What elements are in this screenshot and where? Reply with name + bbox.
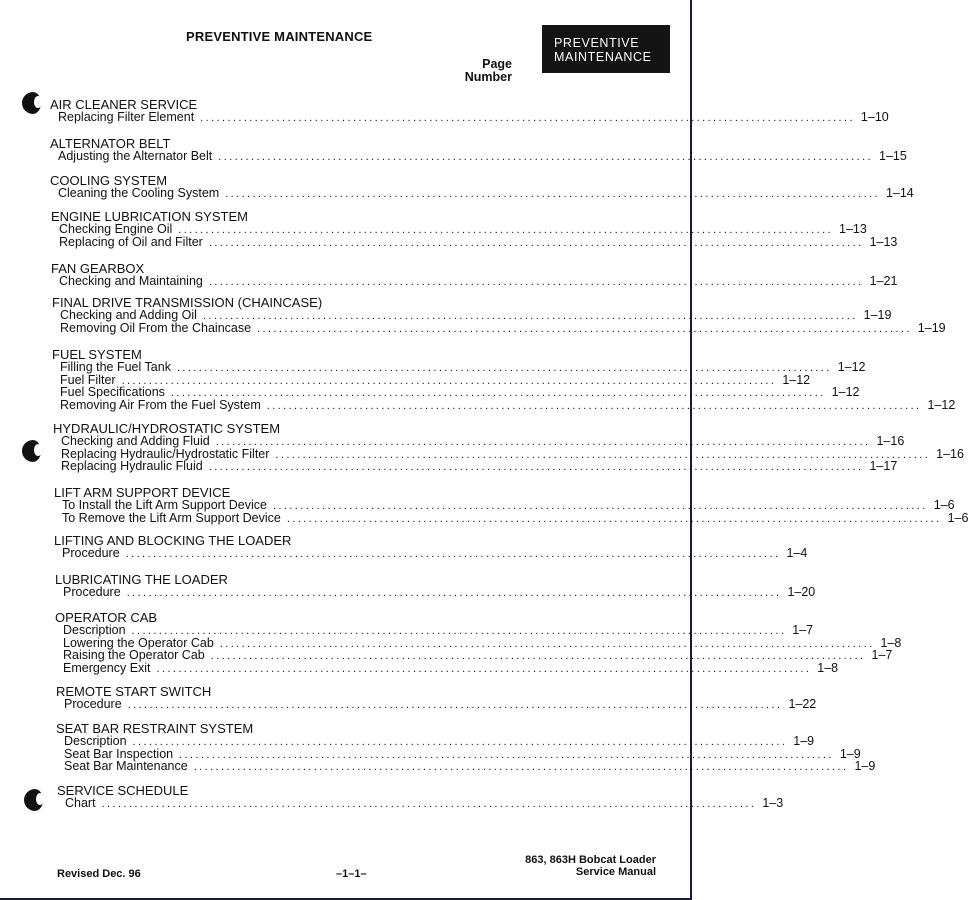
- dot-leader: ........................................................................................................................: [210, 650, 866, 662]
- toc-section: [56, 684, 817, 711]
- toc-entry-text: Filling the Fuel Tank: [60, 360, 171, 374]
- toc-section-title: REMOTE START SWITCH: [56, 684, 212, 699]
- toc-entry-text: Checking and Maintaining: [59, 274, 203, 288]
- toc-entry: [59, 274, 898, 288]
- toc-section: [51, 261, 898, 288]
- toc-entry-page: 1–16: [936, 446, 964, 461]
- toc-entry-page: 1–9: [854, 759, 876, 773]
- toc-section: [54, 485, 968, 525]
- toc-section: [53, 421, 964, 473]
- toc-section-title: FAN GEARBOX: [51, 261, 145, 276]
- dot-leader: ........................................................................................................................: [131, 625, 787, 637]
- toc-entry-page: 1–6: [947, 510, 968, 525]
- toc-entry: [63, 648, 893, 662]
- toc-entry-text: Description: [64, 734, 127, 748]
- toc-section-title: COOLING SYSTEM: [50, 173, 168, 188]
- toc-entry-text: Raising the Operator Cab: [63, 648, 205, 662]
- dot-leader: ........................................................................................................................: [215, 436, 871, 448]
- toc-entry: [58, 149, 907, 163]
- dot-leader: ........................................................................................................................: [286, 512, 942, 525]
- dot-leader: ........................................................................................................................: [178, 224, 834, 236]
- dot-leader: ........................................................................................................................: [208, 461, 864, 473]
- toc-entry: [63, 623, 814, 637]
- toc-section: [55, 610, 902, 675]
- toc-entry-text: Adjusting the Alternator Belt: [58, 149, 213, 163]
- toc-entry: [64, 759, 876, 773]
- dot-leader: ........................................................................................................................: [179, 748, 834, 761]
- toc-entry-page: 1–22: [788, 697, 817, 711]
- page-column-label: Page: [482, 57, 512, 71]
- toc-section: [51, 209, 898, 249]
- toc-entry-text: Procedure: [62, 546, 120, 560]
- toc-entry-page: 1–4: [786, 546, 808, 560]
- dot-leader: ........................................................................................................................: [127, 699, 783, 711]
- toc-section-title: LUBRICATING THE LOADER: [55, 572, 228, 587]
- toc-entry-page: 1–14: [885, 186, 914, 200]
- dot-leader: ........................................................................................................................: [257, 322, 912, 335]
- toc-entry-text: Fuel Filter: [60, 372, 116, 387]
- toc-entry: [60, 385, 860, 399]
- toc-section-title: HYDRAULIC/HYDROSTATIC SYSTEM: [53, 421, 281, 436]
- toc-entry-text: Replacing Filter Element: [58, 110, 195, 124]
- toc-section: [57, 783, 784, 810]
- toc-entry-text: Checking and Adding Fluid: [61, 434, 210, 448]
- toc-entry-text: Emergency Exit: [63, 660, 151, 675]
- dot-leader: ........................................................................................................................: [176, 362, 832, 374]
- toc-entry: [62, 498, 955, 512]
- page-title: PREVENTIVE MAINTENANCE: [186, 29, 373, 44]
- toc-entry-page: 1–10: [860, 110, 889, 124]
- page-number: –1–1–: [336, 868, 367, 880]
- section-tab-line2: MAINTENANCE: [554, 50, 652, 64]
- toc-section-title: ENGINE LUBRICATION SYSTEM: [51, 209, 248, 224]
- dot-leader: ........................................................................................................................: [219, 637, 875, 650]
- toc-entry: [62, 510, 968, 525]
- toc-entry-page: 1–20: [787, 585, 816, 599]
- dot-leader: ........................................................................................................................: [272, 500, 928, 512]
- toc-entry-text: Description: [63, 623, 126, 637]
- toc-entry-page: 1–7: [871, 648, 893, 662]
- dot-leader: ........................................................................................................................: [126, 587, 782, 599]
- toc-entry-text: Removing Oil From the Chaincase: [60, 320, 252, 335]
- toc-entry-page: 1–12: [927, 397, 956, 412]
- toc-entry: [61, 434, 905, 448]
- dot-leader: ........................................................................................................................: [121, 374, 777, 387]
- toc-section-title: AIR CLEANER SERVICE: [50, 97, 198, 112]
- toc-entry-text: Procedure: [63, 585, 121, 599]
- dot-leader: ........................................................................................................................: [170, 387, 826, 399]
- toc-entry-page: 1–9: [839, 746, 861, 761]
- dot-leader: ........................................................................................................................: [208, 276, 864, 288]
- toc-entry-page: 1–13: [869, 234, 898, 249]
- toc-section: [50, 97, 889, 124]
- toc-entry-page: 1–8: [880, 635, 902, 650]
- toc-entry-text: Chart: [65, 796, 96, 810]
- toc-entry-page: 1–3: [762, 796, 784, 810]
- dot-leader: ........................................................................................................................: [132, 736, 788, 748]
- toc-section: [55, 572, 816, 599]
- toc-section-title: SERVICE SCHEDULE: [57, 783, 189, 798]
- toc-entry-text: Seat Bar Maintenance: [64, 759, 188, 773]
- dot-leader: ........................................................................................................................: [200, 112, 855, 124]
- toc-entry-page: 1–21: [869, 274, 898, 288]
- dot-leader: ........................................................................................................................: [202, 310, 858, 322]
- dot-leader: ........................................................................................................................: [225, 188, 880, 200]
- number-column-label: Number: [464, 70, 512, 84]
- toc-entry: [64, 697, 817, 711]
- toc-entry: [59, 234, 898, 249]
- toc-entry-text: Procedure: [64, 697, 122, 711]
- toc-section: [50, 136, 907, 163]
- toc-entry-text: To Remove the Lift Arm Support Device: [62, 510, 281, 525]
- toc-entry-page: 1–8: [817, 660, 839, 675]
- dot-leader: ........................................................................................................................: [266, 399, 922, 412]
- toc-entry-page: 1–16: [876, 434, 905, 448]
- toc-entry-text: Fuel Specifications: [60, 385, 165, 399]
- toc-entry: [63, 585, 816, 599]
- toc-entry-text: Replacing Hydraulic/Hydrostatic Filter: [61, 446, 270, 461]
- dot-leader: ........................................................................................................................: [193, 761, 849, 773]
- toc-entry: [65, 796, 784, 810]
- toc-entry-text: Lowering the Operator Cab: [63, 635, 214, 650]
- model-name: 863, 863H Bobcat Loader: [525, 854, 656, 866]
- revision-date: Revised Dec. 96: [57, 868, 141, 880]
- dot-leader: ........................................................................................................................: [275, 448, 931, 461]
- toc-entry: [64, 734, 815, 748]
- toc-entry-page: 1–6: [933, 498, 955, 512]
- toc-entry-text: Checking and Adding Oil: [60, 308, 197, 322]
- toc-entry-page: 1–15: [879, 149, 907, 163]
- toc-section: [54, 533, 808, 560]
- toc-entry: [60, 308, 892, 322]
- toc-entry-page: 1–19: [917, 320, 946, 335]
- toc-section-title: FINAL DRIVE TRANSMISSION (CHAINCASE): [52, 295, 323, 310]
- toc-entry-text: To Install the Lift Arm Support Device: [62, 498, 267, 512]
- toc-entry: [62, 546, 808, 560]
- toc-section-title: LIFTING AND BLOCKING THE LOADER: [54, 533, 292, 548]
- toc-entry-text: Cleaning the Cooling System: [58, 186, 220, 200]
- toc-entry-text: Removing Air From the Fuel System: [60, 397, 261, 412]
- toc-entry: [59, 222, 867, 236]
- toc-entry-page: 1–19: [863, 308, 892, 322]
- toc-section-title: FUEL SYSTEM: [52, 347, 142, 362]
- toc-entry-page: 1–17: [869, 459, 898, 473]
- dot-leader: ........................................................................................................................: [101, 798, 757, 810]
- toc-entry: [63, 660, 839, 675]
- section-tab-line1: PREVENTIVE: [554, 36, 640, 50]
- dot-leader: ........................................................................................................................: [156, 662, 812, 675]
- dot-leader: ........................................................................................................................: [125, 548, 781, 560]
- toc-entry-page: 1–13: [839, 222, 867, 236]
- toc-entry-page: 1–7: [792, 623, 814, 637]
- toc-entry: [60, 320, 946, 335]
- toc-section-title: OPERATOR CAB: [55, 610, 158, 625]
- toc-entry-page: 1–12: [837, 360, 866, 374]
- toc-entry-text: Checking Engine Oil: [59, 222, 173, 236]
- toc-section: [52, 295, 946, 335]
- toc-entry-text: Seat Bar Inspection: [64, 746, 174, 761]
- toc-section: [50, 173, 914, 200]
- manual-title: [525, 854, 656, 878]
- toc-entry-text: Replacing Hydraulic Fluid: [61, 459, 203, 473]
- toc-entry: [58, 110, 889, 124]
- toc-entry-page: 1–12: [831, 385, 860, 399]
- toc-section-title: SEAT BAR RESTRAINT SYSTEM: [56, 721, 254, 736]
- toc-entry: [60, 397, 956, 412]
- toc-entry-page: 1–9: [793, 734, 815, 748]
- toc-section: [52, 347, 956, 412]
- toc-section: [56, 721, 876, 773]
- toc-entry: [58, 186, 914, 200]
- manual-type: Service Manual: [575, 866, 656, 878]
- toc-entry: [60, 360, 866, 374]
- toc-entry: [61, 459, 898, 473]
- dot-leader: ........................................................................................................................: [218, 151, 874, 163]
- dot-leader: ........................................................................................................................: [208, 236, 864, 249]
- toc-entry-page: 1–12: [782, 372, 811, 387]
- toc-entry-text: Replacing of Oil and Filter: [59, 234, 203, 249]
- toc-section-title: ALTERNATOR BELT: [50, 136, 171, 151]
- toc-section-title: LIFT ARM SUPPORT DEVICE: [54, 485, 231, 500]
